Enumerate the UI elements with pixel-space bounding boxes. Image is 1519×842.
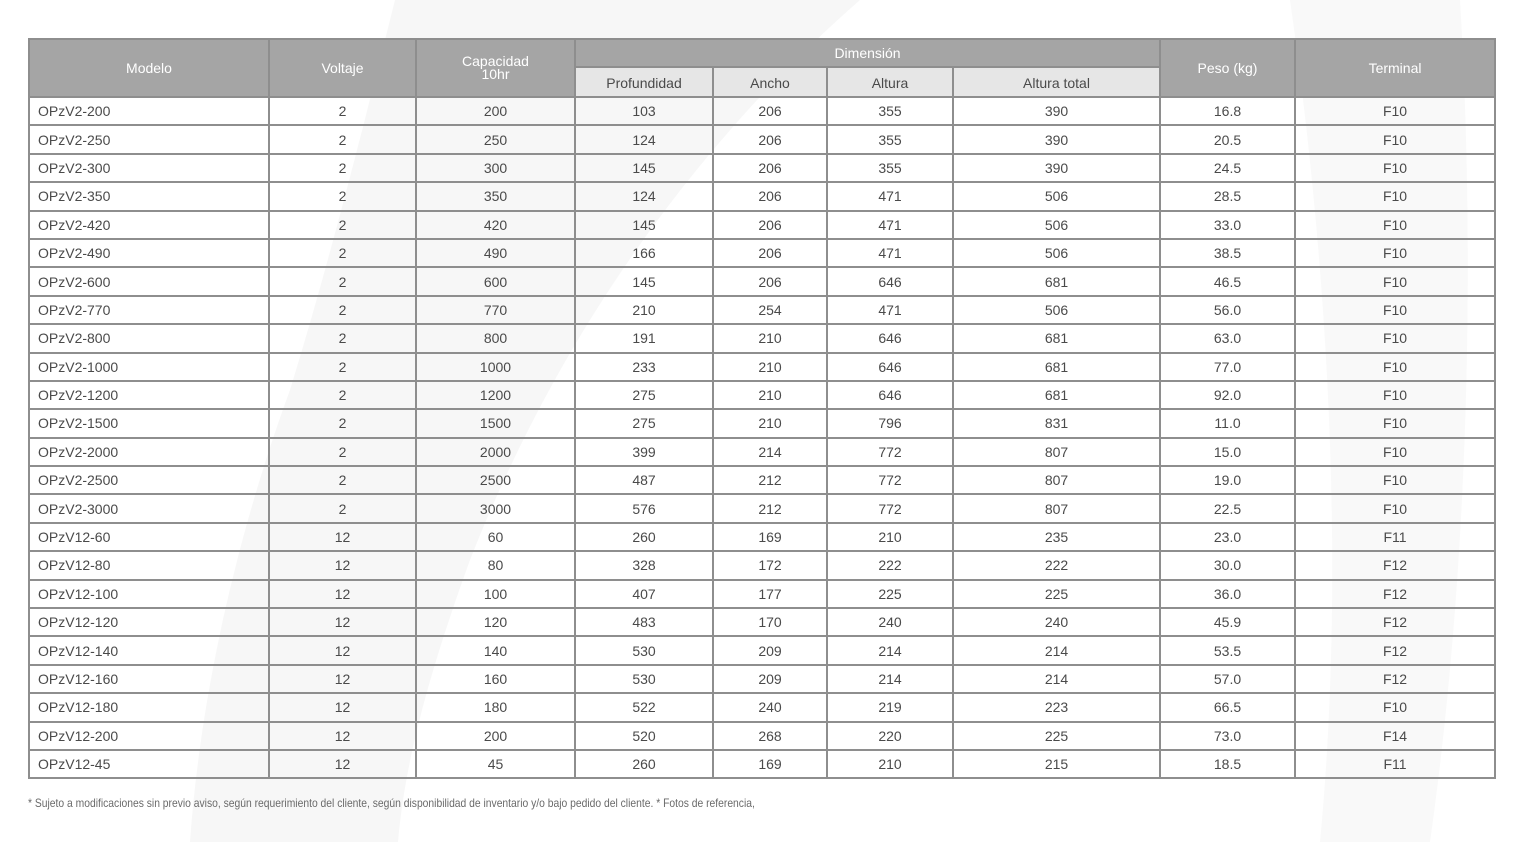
cell-ancho: 206 [713,182,827,210]
cell-peso: 92.0 [1160,381,1295,409]
cell-voltaje: 12 [269,750,416,778]
cell-profundidad: 124 [575,125,713,153]
cell-ancho: 210 [713,409,827,437]
table-row [29,239,1495,267]
cell-altura: 471 [827,211,953,239]
cell-peso: 63.0 [1160,324,1295,352]
cell-altura: 210 [827,750,953,778]
table-row [29,580,1495,608]
cell-modelo: OPzV12-60 [29,523,269,551]
cell-altura: 355 [827,154,953,182]
cell-altura-total: 223 [953,693,1160,721]
cell-altura-total: 681 [953,324,1160,352]
cell-capacidad: 250 [416,125,575,153]
cell-ancho: 210 [713,381,827,409]
cell-modelo: OPzV2-3000 [29,494,269,522]
cell-terminal: F12 [1295,551,1495,579]
cell-terminal: F10 [1295,239,1495,267]
cell-altura-total: 390 [953,97,1160,125]
cell-ancho: 209 [713,665,827,693]
header-ancho: Ancho [713,67,827,97]
cell-altura: 471 [827,296,953,324]
cell-altura: 646 [827,381,953,409]
cell-peso: 22.5 [1160,494,1295,522]
cell-altura: 646 [827,353,953,381]
cell-capacidad: 1500 [416,409,575,437]
cell-peso: 18.5 [1160,750,1295,778]
cell-altura: 355 [827,125,953,153]
header-dimension: Dimensión [575,39,1160,67]
cell-terminal: F10 [1295,324,1495,352]
cell-ancho: 206 [713,97,827,125]
cell-profundidad: 145 [575,267,713,295]
cell-voltaje: 2 [269,154,416,182]
cell-altura: 210 [827,523,953,551]
footnote: * Sujeto a modificaciones sin previo aviso, según requerimiento del cliente, según disponibilidad de inventario y/o bajo pedido del cliente. * Fotos de referencia, [28,796,755,810]
cell-ancho: 170 [713,608,827,636]
cell-profundidad: 260 [575,523,713,551]
cell-voltaje: 2 [269,466,416,494]
cell-capacidad: 2000 [416,438,575,466]
cell-profundidad: 124 [575,182,713,210]
cell-profundidad: 487 [575,466,713,494]
cell-altura-total: 235 [953,523,1160,551]
cell-peso: 20.5 [1160,125,1295,153]
cell-terminal: F10 [1295,267,1495,295]
cell-voltaje: 2 [269,267,416,295]
cell-profundidad: 530 [575,665,713,693]
cell-profundidad: 522 [575,693,713,721]
cell-voltaje: 2 [269,494,416,522]
cell-altura: 222 [827,551,953,579]
cell-terminal: F10 [1295,125,1495,153]
cell-voltaje: 12 [269,608,416,636]
table-row [29,97,1495,125]
cell-voltaje: 2 [269,324,416,352]
cell-altura-total: 506 [953,239,1160,267]
cell-profundidad: 210 [575,296,713,324]
cell-modelo: OPzV2-2500 [29,466,269,494]
cell-capacidad: 200 [416,722,575,750]
cell-ancho: 268 [713,722,827,750]
cell-capacidad: 3000 [416,494,575,522]
cell-terminal: F11 [1295,523,1495,551]
cell-modelo: OPzV2-800 [29,324,269,352]
cell-altura: 796 [827,409,953,437]
table-row [29,381,1495,409]
table-row [29,125,1495,153]
cell-voltaje: 12 [269,693,416,721]
cell-altura: 772 [827,494,953,522]
cell-terminal: F12 [1295,580,1495,608]
cell-altura-total: 681 [953,267,1160,295]
cell-capacidad: 420 [416,211,575,239]
cell-peso: 77.0 [1160,353,1295,381]
cell-terminal: F10 [1295,182,1495,210]
table-row [29,494,1495,522]
cell-modelo: OPzV2-420 [29,211,269,239]
cell-ancho: 169 [713,750,827,778]
cell-altura-total: 506 [953,296,1160,324]
cell-capacidad: 350 [416,182,575,210]
cell-terminal: F11 [1295,750,1495,778]
table-row [29,693,1495,721]
cell-voltaje: 2 [269,438,416,466]
cell-voltaje: 2 [269,409,416,437]
cell-peso: 53.5 [1160,636,1295,664]
cell-altura: 355 [827,97,953,125]
header-modelo: Modelo [29,39,269,97]
cell-voltaje: 2 [269,182,416,210]
cell-modelo: OPzV2-350 [29,182,269,210]
cell-altura-total: 807 [953,466,1160,494]
cell-altura: 225 [827,580,953,608]
table-row [29,750,1495,778]
cell-capacidad: 45 [416,750,575,778]
table-row [29,665,1495,693]
cell-terminal: F10 [1295,154,1495,182]
cell-ancho: 210 [713,353,827,381]
cell-capacidad: 180 [416,693,575,721]
table-row [29,551,1495,579]
cell-profundidad: 399 [575,438,713,466]
cell-altura-total: 681 [953,381,1160,409]
cell-altura-total: 225 [953,580,1160,608]
cell-profundidad: 103 [575,97,713,125]
cell-capacidad: 490 [416,239,575,267]
cell-profundidad: 145 [575,211,713,239]
cell-ancho: 212 [713,466,827,494]
cell-peso: 15.0 [1160,438,1295,466]
cell-voltaje: 12 [269,580,416,608]
cell-terminal: F10 [1295,409,1495,437]
cell-terminal: F10 [1295,381,1495,409]
cell-peso: 24.5 [1160,154,1295,182]
cell-ancho: 169 [713,523,827,551]
cell-altura-total: 222 [953,551,1160,579]
cell-altura: 772 [827,438,953,466]
cell-altura: 220 [827,722,953,750]
header-terminal: Terminal [1295,39,1495,97]
cell-voltaje: 12 [269,722,416,750]
cell-modelo: OPzV12-200 [29,722,269,750]
cell-capacidad: 200 [416,97,575,125]
cell-altura-total: 215 [953,750,1160,778]
cell-voltaje: 2 [269,381,416,409]
cell-terminal: F10 [1295,494,1495,522]
cell-ancho: 206 [713,239,827,267]
table-row [29,608,1495,636]
cell-peso: 33.0 [1160,211,1295,239]
cell-ancho: 172 [713,551,827,579]
cell-altura-total: 240 [953,608,1160,636]
cell-profundidad: 191 [575,324,713,352]
cell-profundidad: 530 [575,636,713,664]
cell-profundidad: 275 [575,409,713,437]
cell-capacidad: 600 [416,267,575,295]
cell-voltaje: 12 [269,523,416,551]
header-altura: Altura [827,67,953,97]
cell-terminal: F12 [1295,608,1495,636]
cell-altura: 219 [827,693,953,721]
cell-ancho: 206 [713,267,827,295]
cell-terminal: F10 [1295,353,1495,381]
cell-ancho: 206 [713,125,827,153]
cell-altura: 214 [827,665,953,693]
header-profundidad: Profundidad [575,67,713,97]
cell-modelo: OPzV12-140 [29,636,269,664]
cell-peso: 38.5 [1160,239,1295,267]
cell-modelo: OPzV12-180 [29,693,269,721]
table-row [29,324,1495,352]
cell-ancho: 214 [713,438,827,466]
header-capacidad: Capacidad 10hr [416,39,575,97]
cell-profundidad: 233 [575,353,713,381]
cell-altura-total: 506 [953,211,1160,239]
cell-ancho: 209 [713,636,827,664]
cell-modelo: OPzV12-45 [29,750,269,778]
cell-modelo: OPzV12-100 [29,580,269,608]
cell-modelo: OPzV2-1200 [29,381,269,409]
cell-peso: 46.5 [1160,267,1295,295]
table-row [29,438,1495,466]
cell-altura: 772 [827,466,953,494]
cell-voltaje: 2 [269,97,416,125]
cell-terminal: F10 [1295,438,1495,466]
cell-modelo: OPzV12-160 [29,665,269,693]
cell-capacidad: 1200 [416,381,575,409]
cell-modelo: OPzV2-490 [29,239,269,267]
cell-terminal: F10 [1295,97,1495,125]
cell-profundidad: 328 [575,551,713,579]
cell-altura-total: 390 [953,154,1160,182]
header-altura-total: Altura total [953,67,1160,97]
cell-capacidad: 800 [416,324,575,352]
cell-altura: 646 [827,267,953,295]
cell-capacidad: 100 [416,580,575,608]
cell-profundidad: 483 [575,608,713,636]
cell-altura-total: 506 [953,182,1160,210]
cell-capacidad: 1000 [416,353,575,381]
cell-ancho: 212 [713,494,827,522]
table-row [29,296,1495,324]
cell-profundidad: 260 [575,750,713,778]
cell-profundidad: 576 [575,494,713,522]
cell-peso: 19.0 [1160,466,1295,494]
table-row [29,722,1495,750]
cell-terminal: F10 [1295,211,1495,239]
cell-capacidad: 120 [416,608,575,636]
cell-altura-total: 807 [953,494,1160,522]
cell-altura-total: 681 [953,353,1160,381]
cell-capacidad: 160 [416,665,575,693]
cell-modelo: OPzV2-300 [29,154,269,182]
cell-peso: 11.0 [1160,409,1295,437]
table-row [29,409,1495,437]
cell-terminal: F10 [1295,466,1495,494]
cell-peso: 73.0 [1160,722,1295,750]
table-row [29,523,1495,551]
cell-voltaje: 2 [269,125,416,153]
cell-altura: 471 [827,239,953,267]
table-row [29,353,1495,381]
cell-modelo: OPzV2-1000 [29,353,269,381]
table-row [29,154,1495,182]
cell-altura-total: 807 [953,438,1160,466]
cell-modelo: OPzV12-120 [29,608,269,636]
cell-ancho: 240 [713,693,827,721]
cell-capacidad: 60 [416,523,575,551]
cell-modelo: OPzV2-770 [29,296,269,324]
cell-peso: 36.0 [1160,580,1295,608]
cell-capacidad: 300 [416,154,575,182]
cell-voltaje: 2 [269,353,416,381]
cell-modelo: OPzV2-2000 [29,438,269,466]
cell-modelo: OPzV2-250 [29,125,269,153]
cell-ancho: 206 [713,211,827,239]
cell-modelo: OPzV2-1500 [29,409,269,437]
cell-profundidad: 166 [575,239,713,267]
cell-voltaje: 12 [269,551,416,579]
table-row [29,267,1495,295]
cell-terminal: F12 [1295,665,1495,693]
header-peso: Peso (kg) [1160,39,1295,97]
cell-capacidad: 2500 [416,466,575,494]
cell-capacidad: 140 [416,636,575,664]
cell-terminal: F10 [1295,693,1495,721]
cell-modelo: OPzV2-600 [29,267,269,295]
cell-voltaje: 12 [269,665,416,693]
cell-altura: 214 [827,636,953,664]
cell-ancho: 206 [713,154,827,182]
cell-capacidad: 770 [416,296,575,324]
cell-altura-total: 390 [953,125,1160,153]
cell-voltaje: 2 [269,239,416,267]
cell-altura: 646 [827,324,953,352]
cell-peso: 16.8 [1160,97,1295,125]
cell-voltaje: 12 [269,636,416,664]
table-body [29,97,1495,778]
battery-spec-table [28,38,1496,779]
cell-modelo: OPzV12-80 [29,551,269,579]
cell-ancho: 177 [713,580,827,608]
cell-peso: 66.5 [1160,693,1295,721]
cell-voltaje: 2 [269,211,416,239]
cell-peso: 45.9 [1160,608,1295,636]
cell-peso: 23.0 [1160,523,1295,551]
cell-terminal: F12 [1295,636,1495,664]
table-row [29,636,1495,664]
cell-peso: 30.0 [1160,551,1295,579]
cell-profundidad: 145 [575,154,713,182]
cell-modelo: OPzV2-200 [29,97,269,125]
cell-terminal: F14 [1295,722,1495,750]
cell-peso: 28.5 [1160,182,1295,210]
cell-profundidad: 275 [575,381,713,409]
cell-altura: 471 [827,182,953,210]
table-row [29,211,1495,239]
cell-peso: 56.0 [1160,296,1295,324]
cell-altura-total: 214 [953,636,1160,664]
cell-capacidad: 80 [416,551,575,579]
table-header [29,39,1495,97]
cell-peso: 57.0 [1160,665,1295,693]
cell-altura-total: 214 [953,665,1160,693]
cell-altura-total: 225 [953,722,1160,750]
header-voltaje: Voltaje [269,39,416,97]
table-row [29,466,1495,494]
table-row [29,182,1495,210]
cell-profundidad: 520 [575,722,713,750]
cell-ancho: 210 [713,324,827,352]
cell-altura-total: 831 [953,409,1160,437]
cell-voltaje: 2 [269,296,416,324]
cell-altura: 240 [827,608,953,636]
cell-profundidad: 407 [575,580,713,608]
cell-ancho: 254 [713,296,827,324]
cell-terminal: F10 [1295,296,1495,324]
